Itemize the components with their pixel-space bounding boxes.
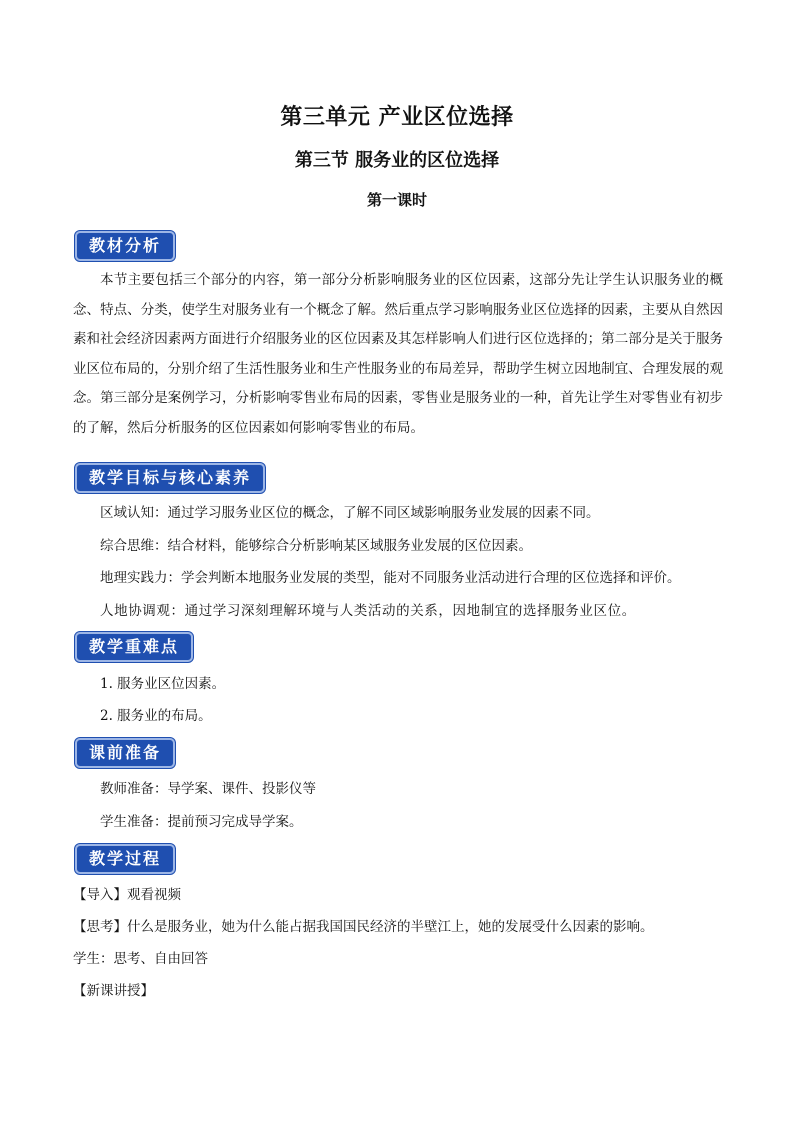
- unit-title: 第三单元 产业区位选择: [280, 104, 514, 130]
- preparation-item: 学生准备：提前预习完成导学案。: [100, 814, 303, 830]
- process-item: 学生：思考、自由回答: [73, 951, 208, 967]
- process-item: 【思考】什么是服务业，她为什么能占据我国国民经济的半壁江上，她的发展受什么因素的影响。: [73, 919, 654, 935]
- analysis-heading-badge: 教材分析: [75, 231, 175, 261]
- section-title: 第三节 服务业的区位选择: [294, 150, 500, 171]
- preparation-heading-badge: 课前准备: [75, 738, 175, 768]
- preparation-item: 教师准备：导学案、课件、投影仪等: [100, 781, 316, 797]
- process-item: 【新课讲授】: [73, 983, 154, 999]
- key-point-item: 2. 服务业的布局。: [100, 708, 212, 724]
- process-item: 【导入】观看视频: [73, 887, 181, 903]
- objective-item: 人地协调观：通过学习深刻理解环境与人类活动的关系，因地制宜的选择服务业区位。: [100, 603, 636, 619]
- objective-item: 综合思维：结合材料，能够综合分析影响某区域服务业发展的区位因素。: [100, 538, 532, 554]
- objective-item: 地理实践力：学会判断本地服务业发展的类型，能对不同服务业活动进行合理的区位选择和评价。: [100, 570, 681, 586]
- analysis-paragraph: 本节主要包括三个部分的内容，第一部分分析影响服务业的区位因素，这部分先让学生认识服务业的概念、特点、分类，使学生对服务业有一个概念了解。然后重点学习影响服务业区位选择的因素，主要从自然因素和社会经济因素两方面进行介绍服务业的区位因素及其怎样影响人们进行区位选择的；第二部分是关于服务业区位布局的，分别介绍了生活性服务业和生产性服务业的布局差异，帮助学生树立因地制宜、合理发展的观念。第三部分是案例学习，分析影响零售业布局的因素，零售业是服务业的一种，首先让学生对零售业有初步的了解，然后分析服务的区位因素如何影响零售业的布局。: [73, 272, 723, 436]
- process-heading-badge: 教学过程: [75, 844, 175, 874]
- key-points-heading-badge: 教学重难点: [75, 632, 193, 662]
- objective-item: 区域认知：通过学习服务业区位的概念，了解不同区域影响服务业发展的因素不同。: [100, 505, 600, 521]
- objectives-heading-badge: 教学目标与核心素养: [75, 463, 265, 493]
- lesson-label: 第一课时: [366, 191, 427, 209]
- key-point-item: 1. 服务业区位因素。: [100, 676, 226, 692]
